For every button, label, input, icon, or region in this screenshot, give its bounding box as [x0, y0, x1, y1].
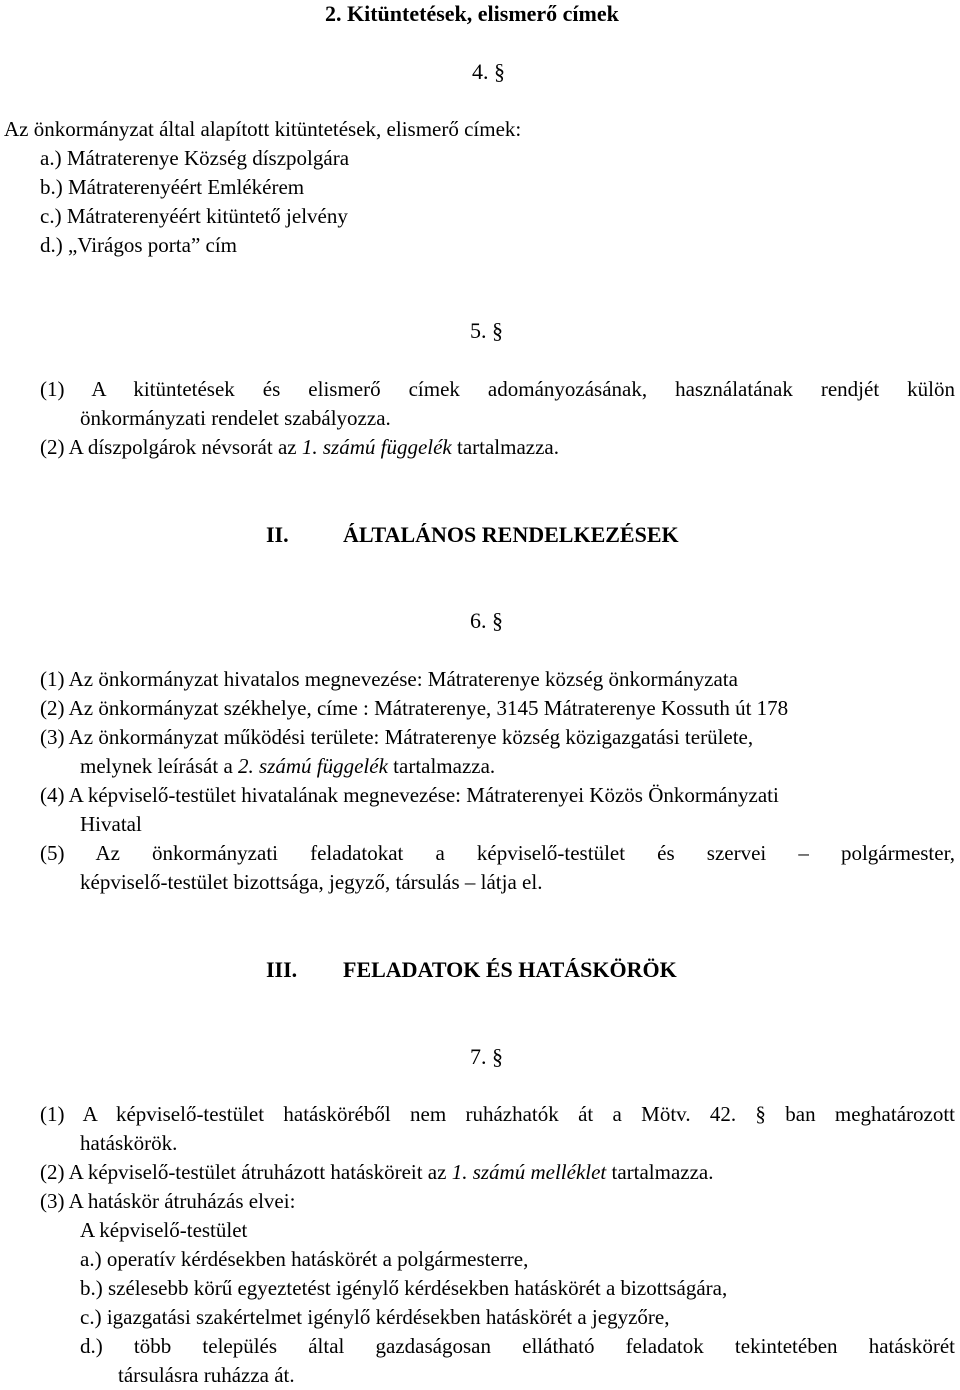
annex-reference: 1. számú melléklet: [451, 1160, 607, 1184]
paragraph-5-heading: 5. §: [470, 318, 503, 343]
paragraph-7-item-1-line-1: (1) A képviselő-testület hatásköréből nem ruházhatók át a Mötv. 42. § ban meghatározott: [40, 1102, 955, 1126]
text: tartalmazza.: [451, 435, 560, 459]
list-item: b.) Mátraterenyéért Emlékérem: [40, 175, 305, 199]
paragraph-5-item-1-line-2: önkormányzati rendelet szabályozza.: [80, 406, 391, 430]
chapter-2-number: II.: [266, 522, 289, 547]
appendix-reference: 1. számú függelék: [301, 435, 452, 459]
text: (2) A díszpolgárok névsorát az: [40, 435, 302, 459]
list-item: c.) Mátraterenyéért kitüntető jelvény: [40, 204, 348, 228]
text: (2) A képviselő-testület átruházott hatásköreit az: [40, 1160, 452, 1184]
list-item: d.) több település által gazdaságosan ellátható feladatok tekintetében hatáskörét: [80, 1334, 955, 1358]
chapter-3-title: FELADATOK ÉS HATÁSKÖRÖK: [343, 957, 677, 982]
paragraph-6-item-4-line-1: (4) A képviselő-testület hivatalának megnevezése: Mátraterenyei Közös Önkormányzati: [40, 783, 779, 807]
paragraph-6-item-3-line-2: [80, 752, 495, 781]
paragraph-4-heading: 4. §: [472, 59, 505, 84]
paragraph-5-item-1-line-1: (1) A kitüntetések és elismerő címek adományozásának, használatának rendjét külön: [40, 377, 955, 401]
text: tartalmazza.: [606, 1160, 714, 1184]
text: melynek leírását a: [80, 754, 239, 778]
paragraph-7-heading: 7. §: [470, 1044, 503, 1069]
list-item: a.) Mátraterenye Község díszpolgára: [40, 146, 350, 170]
text: tartalmazza.: [387, 754, 496, 778]
chapter-3-number: III.: [266, 957, 298, 982]
paragraph-6-heading: 6. §: [470, 608, 503, 633]
list-item: a.) operatív kérdésekben hatáskörét a polgármesterre,: [80, 1247, 529, 1271]
paragraph-4-intro: Az önkormányzat által alapított kitüntetések, elismerő címek:: [4, 117, 522, 141]
list-item: b.) szélesebb körű egyeztetést igénylő kérdésekben hatáskörét a bizottságára,: [80, 1276, 728, 1300]
chapter-2-title: ÁLTALÁNOS RENDELKEZÉSEK: [343, 522, 679, 547]
paragraph-6-item-1: (1) Az önkormányzat hivatalos megnevezése: Mátraterenye község önkormányzata: [40, 667, 738, 691]
paragraph-5-item-2: [40, 433, 559, 462]
paragraph-6-item-5-line-2: képviselő-testület bizottsága, jegyző, társulás – látja el.: [80, 870, 543, 894]
paragraph-6-item-2: (2) Az önkormányzat székhelye, címe : Mátraterenye, 3145 Mátraterenye Kossuth út 178: [40, 696, 789, 720]
list-item: c.) igazgatási szakértelmet igénylő kérdésekben hatáskörét a jegyzőre,: [80, 1305, 670, 1329]
appendix-reference: 2. számú függelék: [238, 754, 388, 778]
list-item-continuation: társulásra ruházza át.: [118, 1363, 295, 1387]
paragraph-7-item-1-line-2: hatáskörök.: [80, 1131, 178, 1155]
paragraph-6-item-5-line-1: (5) Az önkormányzati feladatokat a képviselő-testület és szervei – polgármester,: [40, 841, 955, 865]
list-item: d.) „Virágos porta” cím: [40, 233, 237, 257]
paragraph-7-subject: A képviselő-testület: [80, 1218, 248, 1242]
section-title: 2. Kitüntetések, elismerő címek: [325, 1, 619, 26]
paragraph-6-item-4-line-2: Hivatal: [80, 812, 142, 836]
paragraph-7-item-2: [40, 1158, 714, 1187]
paragraph-6-item-3-line-1: (3) Az önkormányzat működési területe: Mátraterenye község közigazgatási területe,: [40, 725, 754, 749]
paragraph-7-item-3: (3) A hatáskör átruházás elvei:: [40, 1189, 296, 1213]
